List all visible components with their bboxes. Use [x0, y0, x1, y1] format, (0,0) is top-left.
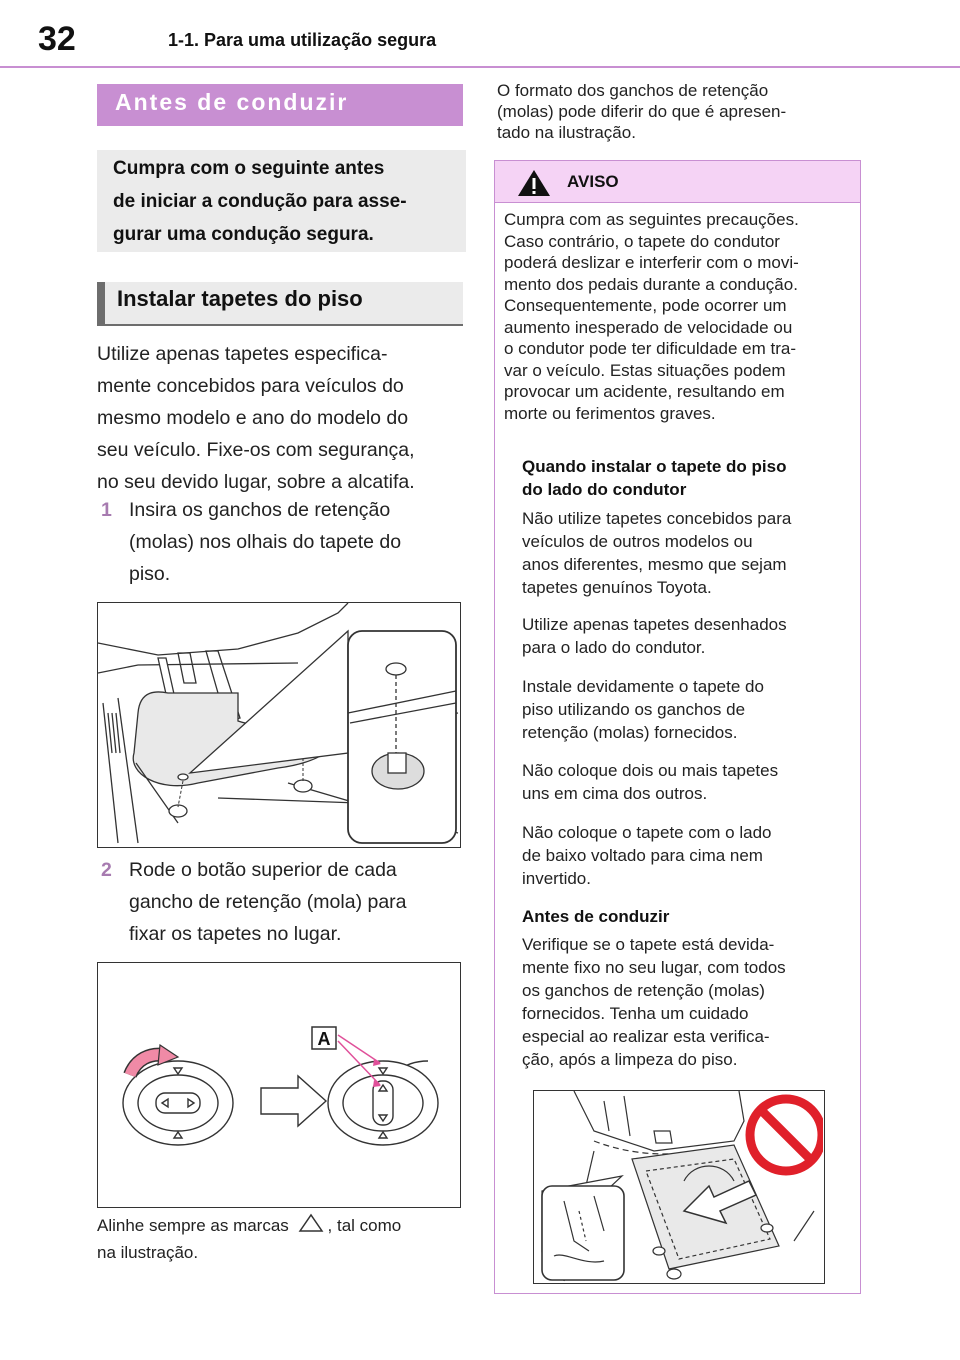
caption — [97, 1212, 467, 1266]
page-number: 32 — [38, 20, 76, 58]
step-line: piso. — [129, 563, 171, 585]
label-a: A — [317, 1029, 331, 1049]
step-number: 1 — [101, 499, 112, 521]
step-line: fixar os tapetes no lugar. — [129, 923, 342, 945]
mat-hooks-illustration — [98, 603, 459, 846]
warning-line: poderá deslizar e interferir com o movi- — [504, 253, 799, 272]
item-line: invertido. — [522, 869, 591, 888]
caption-line: na ilustração. — [97, 1243, 199, 1262]
figure-hook-rotation — [97, 962, 461, 1208]
hook-rotation-illustration — [98, 963, 459, 1206]
item-line: anos diferentes, mesmo que sejam — [522, 555, 787, 574]
section-title: Antes de conduzir — [97, 84, 463, 126]
warning-item — [522, 613, 846, 659]
warning-line: mento dos pedais durante a condução. — [504, 274, 798, 294]
chapter-title: 1-1. Para uma utilização segura — [168, 30, 437, 50]
item-line: tapetes genuínos Toyota. — [522, 578, 712, 597]
item-line: ção, após a limpeza do piso. — [522, 1050, 738, 1069]
step-line: Rode o botão superior de cada — [129, 859, 397, 881]
warning-triangle-icon — [517, 169, 551, 197]
item-line: piso utilizando os ganchos de — [522, 700, 746, 719]
body-line: seu veículo. Fixe-os com segurança, — [97, 439, 415, 461]
item-line: Não utilize tapetes concebidos para — [522, 509, 792, 528]
warning-item — [522, 507, 846, 599]
subsection-title: Instalar tapetes do piso — [97, 282, 463, 326]
step-number: 2 — [101, 859, 112, 881]
item-line: Verifique se o tapete está devida- — [522, 935, 775, 954]
intro-line: gurar uma condução segura. — [113, 224, 374, 245]
heading-line: Quando instalar o tapete do piso — [522, 457, 787, 476]
intro-line: Cumpra com o seguinte antes — [113, 158, 385, 179]
item-line: para o lado do condutor. — [522, 638, 706, 657]
item-line: Não coloque o tapete com o lado — [522, 823, 772, 842]
item-line: fornecidos. Tenha um cuidado — [522, 1004, 749, 1023]
note-line: tado na ilustração. — [497, 123, 636, 142]
hook-shape-note — [497, 80, 857, 143]
item-line: uns em cima dos outros. — [522, 784, 708, 803]
warning-line: Cumpra com as seguintes precauções. — [504, 210, 799, 229]
figure-mat-hooks — [97, 602, 461, 848]
item-line: especial ao realizar esta verifica- — [522, 1027, 770, 1046]
item-line: veículos de outros modelos ou — [522, 532, 753, 551]
step-line: Insira os ganchos de retenção — [129, 499, 391, 521]
warning-item — [522, 821, 846, 890]
body-line: mesmo modelo e ano do modelo do — [97, 407, 409, 429]
intro-line: de iniciar a condução para asse- — [113, 191, 407, 212]
step-1 — [97, 494, 469, 590]
figure-prohibited-mat — [533, 1090, 825, 1284]
item-line: mente fixo no seu lugar, com todos — [522, 958, 786, 977]
item-line: Utilize apenas tapetes desenhados — [522, 615, 787, 634]
step-2 — [97, 854, 469, 950]
warning-item — [522, 933, 846, 1071]
body-line: mente concebidos para veículos do — [97, 375, 404, 397]
item-line: os ganchos de retenção (molas) — [522, 981, 765, 1000]
warning-line: aumento inesperado de velocidade ou — [504, 317, 793, 337]
caption-text: , tal como — [327, 1216, 402, 1235]
body-line: no seu devido lugar, sobre a alcatifa. — [97, 471, 415, 493]
heading-line: do lado do condutor — [522, 480, 687, 499]
warning-line: Consequentemente, pode ocorrer um — [504, 296, 787, 315]
item-line: retenção (molas) fornecidos. — [522, 723, 738, 742]
warning-line: var o veículo. Estas situações podem — [504, 360, 786, 380]
note-line: O formato dos ganchos de retenção — [497, 81, 769, 100]
warning-line: morte ou ferimentos graves. — [504, 403, 716, 423]
item-line: Instale devidamente o tapete do — [522, 677, 764, 696]
warning-title: AVISO — [567, 172, 619, 191]
header-rule — [0, 66, 960, 68]
warning-heading-driver-mat — [522, 455, 846, 501]
warning-heading-before-driving: Antes de conduzir — [522, 907, 670, 926]
warning-line: provocar um acidente, resultando em — [504, 382, 785, 401]
body-line: Utilize apenas tapetes especifica- — [97, 343, 388, 365]
caption-text: Alinhe sempre as marcas — [97, 1216, 289, 1235]
triangle-mark-icon — [296, 1213, 326, 1233]
step-line: (molas) nos olhais do tapete do — [129, 531, 402, 553]
warning-item — [522, 759, 846, 805]
note-line: (molas) pode diferir do que é apresen- — [497, 102, 787, 121]
prohibited-mat-illustration — [534, 1091, 823, 1282]
item-line: de baixo voltado para cima nem — [522, 846, 763, 865]
warning-header — [495, 161, 860, 203]
intro-box — [97, 150, 466, 252]
warning-line: Caso contrário, o tapete do condutor — [504, 231, 780, 251]
warning-box — [494, 160, 861, 1294]
body-paragraph — [97, 338, 469, 498]
warning-line: o condutor pode ter dificuldade em tra- — [504, 339, 797, 358]
warning-item — [522, 675, 846, 744]
step-line: gancho de retenção (mola) para — [129, 891, 407, 913]
item-line: Não coloque dois ou mais tapetes — [522, 761, 779, 780]
warning-text — [504, 209, 848, 424]
